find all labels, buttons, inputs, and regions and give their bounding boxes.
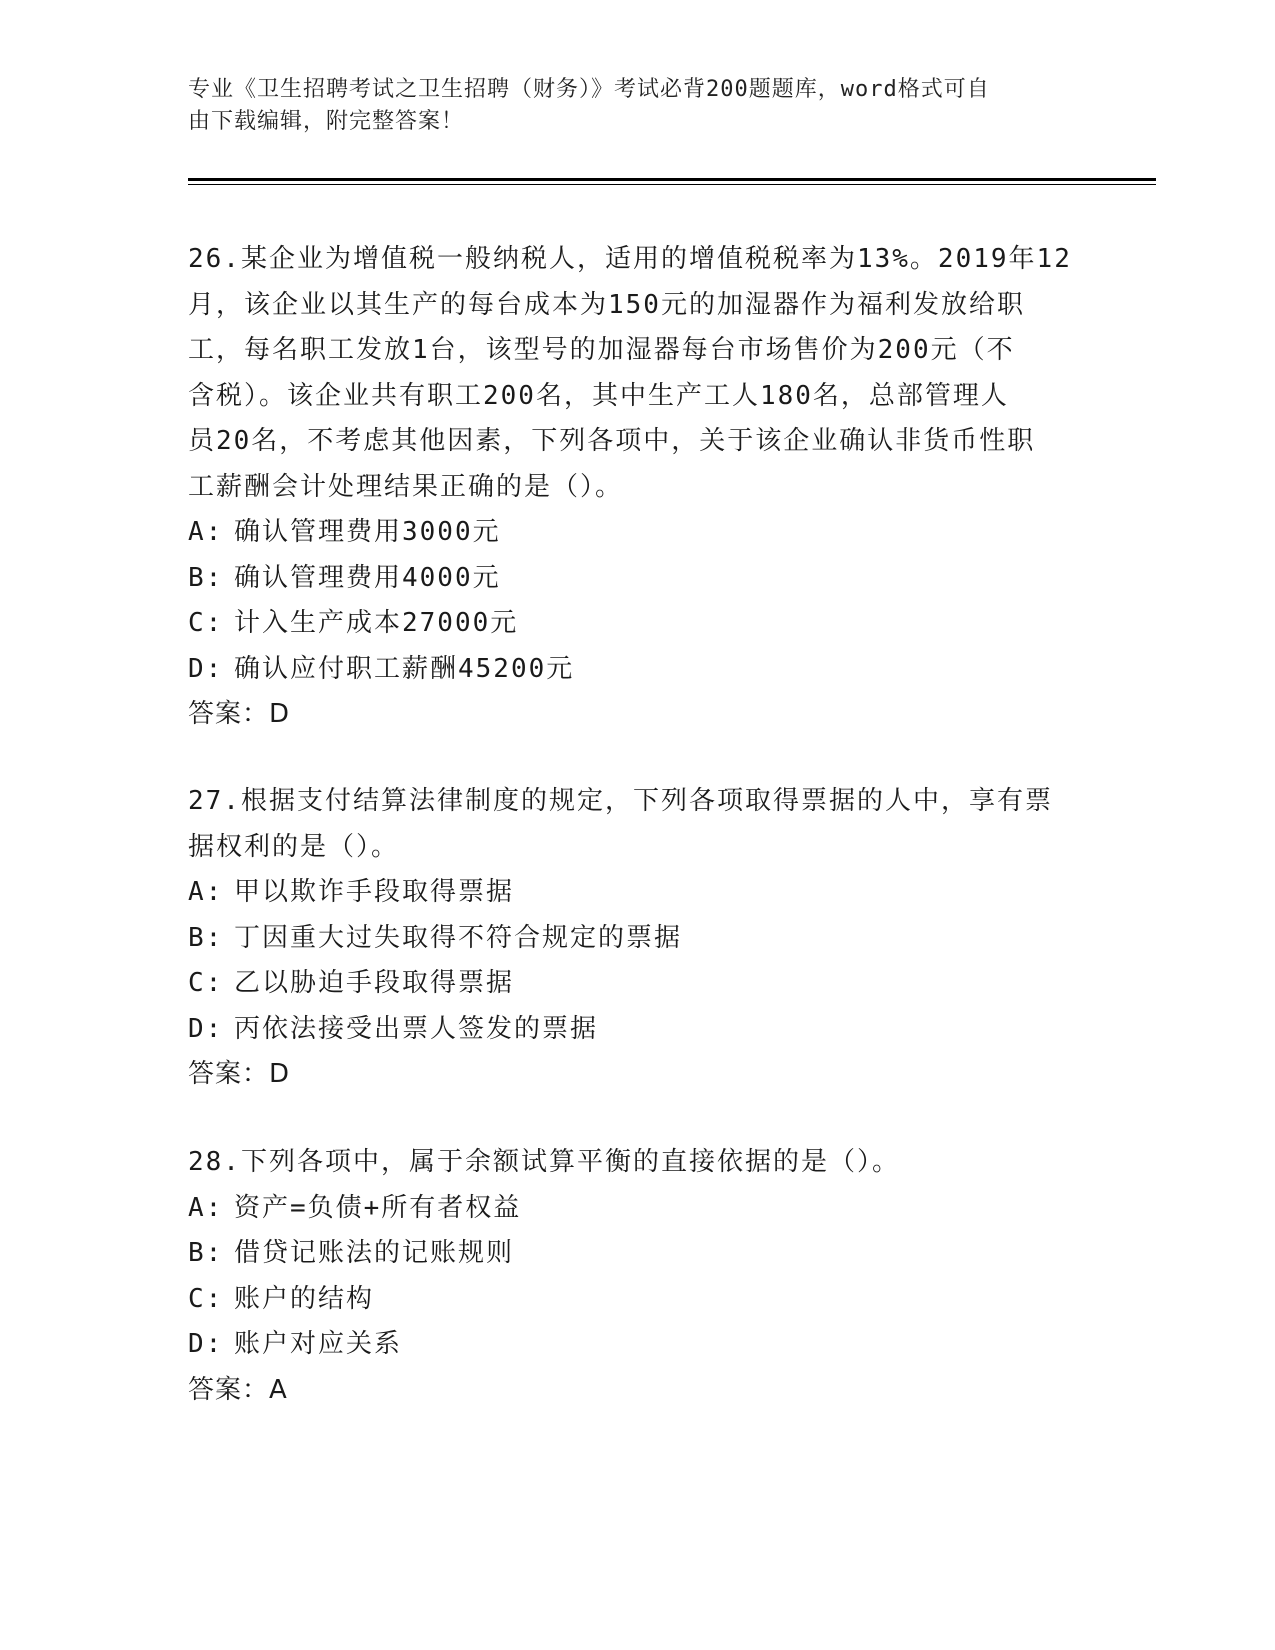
option-text: 甲以欺诈手段取得票据 — [234, 877, 515, 907]
question-line: 据权利的是（）。 — [188, 831, 400, 862]
option-key: D: — [188, 1013, 224, 1044]
option-d — [188, 1007, 1088, 1053]
option-key: C: — [188, 1283, 224, 1314]
option-key: D: — [188, 653, 224, 684]
question-number: 26. — [188, 244, 241, 274]
header-line: 由下载编辑，附完整答案！ — [188, 109, 465, 134]
option-key: B: — [188, 1238, 224, 1268]
option-key: C: — [188, 608, 224, 638]
option-b — [188, 916, 1088, 962]
option-text: 借贷记账法的记账规则 — [234, 1238, 515, 1268]
option-a — [188, 870, 1088, 916]
option-d — [188, 647, 1088, 693]
option-key: A: — [188, 877, 224, 907]
question-line: 月，该企业以其生产的每台成本为150元的加湿器作为福利发放给职 — [188, 289, 1025, 320]
option-text: 确认管理费用4000元 — [234, 562, 501, 593]
option-text: 确认应付职工薪酬45200元 — [234, 653, 575, 684]
option-key: B: — [188, 922, 224, 953]
option-c — [188, 961, 1088, 1007]
question-number: 27. — [188, 786, 241, 816]
document-header — [188, 74, 1068, 138]
answer-line: 答案：A — [188, 1374, 288, 1405]
option-key: A: — [188, 517, 224, 547]
header-divider — [188, 184, 1156, 185]
question-block — [188, 237, 1088, 738]
header-divider — [188, 178, 1156, 181]
header-line: 专业《卫生招聘考试之卫生招聘（财务）》考试必背200题题库，word格式可自 — [188, 77, 990, 102]
option-text: 丙依法接受出票人签发的票据 — [234, 1013, 599, 1044]
question-text — [188, 779, 1088, 825]
question-line: 根据支付结算法律制度的规定，下列各项取得票据的人中，享有票 — [240, 786, 1053, 816]
answer-line: 答案：D — [188, 699, 291, 729]
option-key: D: — [188, 1329, 224, 1359]
option-text: 资产=负债+所有者权益 — [234, 1192, 522, 1223]
option-a — [188, 510, 1088, 556]
option-key: B: — [188, 562, 224, 593]
option-b — [188, 1231, 1088, 1277]
answer-line: 答案：D — [188, 1059, 291, 1089]
option-b — [188, 556, 1088, 602]
option-text: 确认管理费用3000元 — [234, 517, 501, 547]
option-text: 乙以胁迫手段取得票据 — [234, 968, 515, 998]
option-d — [188, 1322, 1088, 1368]
option-text: 账户的结构 — [234, 1283, 375, 1314]
question-line: 下列各项中，属于余额试算平衡的直接依据的是（）。 — [240, 1147, 900, 1177]
question-line: 工，每名职工发放1台，该型号的加湿器每台市场售价为200元（不 — [188, 335, 1015, 365]
question-text — [188, 237, 1088, 283]
option-a — [188, 1186, 1088, 1232]
question-line: 某企业为增值税一般纳税人，适用的增值税税率为13%。2019年12 — [240, 244, 1072, 274]
question-line: 工薪酬会计处理结果正确的是（）。 — [188, 471, 624, 502]
option-c — [188, 601, 1088, 647]
option-text: 丁因重大过失取得不符合规定的票据 — [234, 922, 683, 953]
question-block — [188, 779, 1088, 1098]
question-number: 28. — [188, 1147, 241, 1177]
option-text: 计入生产成本27000元 — [234, 608, 519, 638]
question-line: 含税）。该企业共有职工200名，其中生产工人180名，总部管理人 — [188, 380, 1009, 411]
option-key: C: — [188, 968, 224, 998]
question-text — [188, 1140, 1088, 1186]
option-text: 账户对应关系 — [234, 1329, 403, 1359]
question-block — [188, 1140, 1088, 1413]
option-c — [188, 1277, 1088, 1323]
option-key: A: — [188, 1192, 224, 1223]
question-line: 员20名，不考虑其他因素，下列各项中，关于该企业确认非货币性职 — [188, 426, 1036, 456]
